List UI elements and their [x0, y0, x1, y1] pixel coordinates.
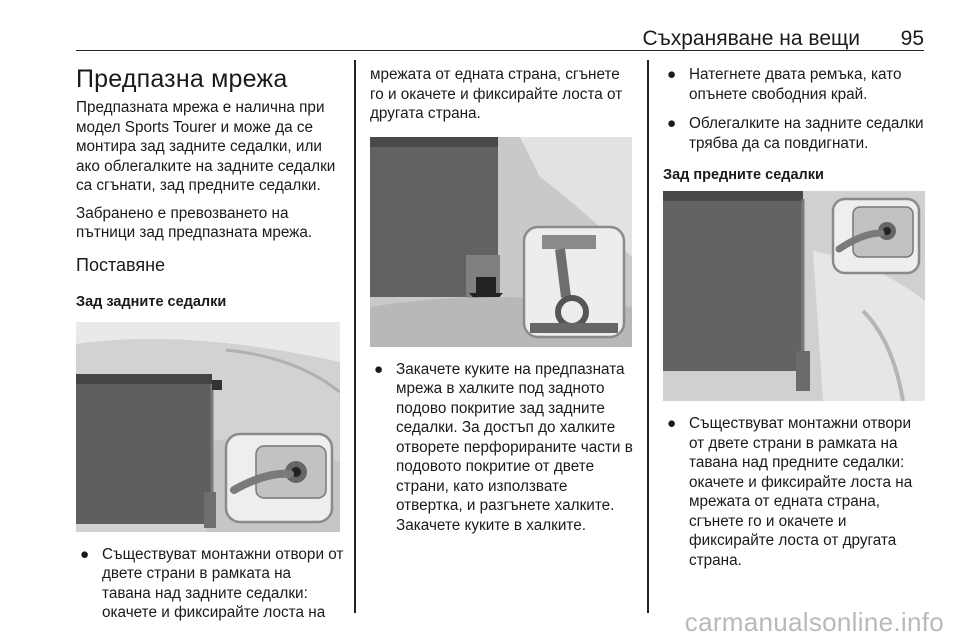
page-number: 95 [900, 27, 924, 50]
subheading: Поставяне [76, 254, 166, 275]
bullet-icon: ● [667, 115, 677, 132]
illustration-front-seats [663, 191, 925, 401]
figure-front-seats-mount [663, 191, 925, 401]
figure-floor-hooks [370, 137, 632, 347]
watermark: carmanualsonline.info [684, 607, 944, 637]
paragraph: Забранено е превозването на пътници зад предпазната мрежа. [76, 204, 313, 241]
bullet-icon: ● [374, 360, 384, 378]
bullet-icon: ● [667, 66, 677, 83]
column-divider [647, 60, 649, 613]
subsubheading: Зад предните седалки [663, 167, 824, 183]
page-header [76, 0, 924, 51]
paragraph: мрежата от едната страна, сгънете го и окачете и фиксирайте лоста от другата страна. [370, 66, 623, 122]
list-item: ● Закачете куките на предпазната мрежа в халките под задното подово покритие зад задните седалки. За достъп до халките отворете перфорираните части в подовото покритие от двете страни, като използвате отвертка, и разгънете халките. Закачете куките в халките. [374, 360, 633, 534]
column-divider [354, 60, 356, 613]
column-2 [370, 58, 634, 545]
bullet-icon: ● [80, 545, 90, 563]
subsubheading: Зад задните седалки [76, 293, 227, 310]
bullet-icon: ● [667, 415, 677, 432]
illustration-floor-hooks [370, 137, 632, 347]
column-1 [76, 58, 344, 633]
paragraph: Предпазната мрежа е налична при модел Sports Tourer и може да се монтира зад задните седалки, или ако облегалките на задните седалки са сгънати, зад предните седалки. [76, 99, 336, 194]
list-item: ● Облегалките на задните седалки трябва да са повдигнати. [667, 115, 924, 152]
list-item: ● Съществуват монтажни отвори от двете страни в рамката на тавана над задните седалки: окачете и фиксирайте лоста на [80, 545, 344, 621]
figure-rear-seats-mount [76, 322, 340, 532]
column-3 [663, 58, 929, 580]
header-title: Съхраняване на вещи [642, 27, 860, 50]
list-item: ● Съществуват монтажни отвори от двете страни в рамката на тавана над предните седалки: окачете и фиксирайте лоста на мрежата от едната страна, сгънете го и окачете и фиксирайте лоста от другата страна. [667, 415, 913, 569]
illustration-rear-seats [76, 322, 340, 532]
list-item: ● Натегнете двата ремъка, като опънете свободния край. [667, 66, 902, 103]
section-heading: Предпазна мрежа [76, 65, 288, 93]
